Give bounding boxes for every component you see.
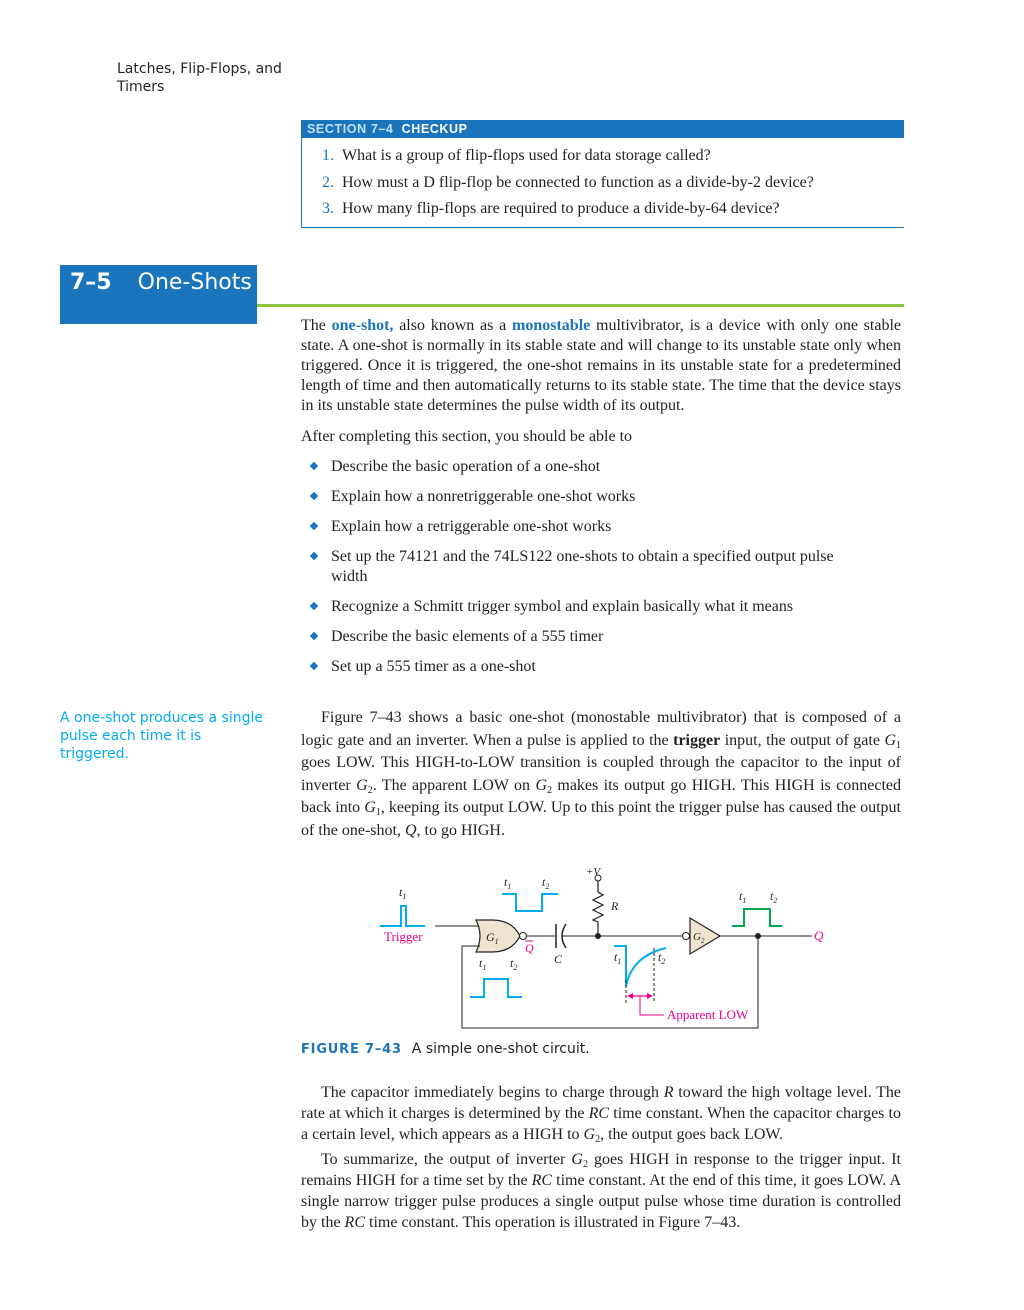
objective-text: Set up the 74121 and the 74LS122 one-shots to obtain a specified output pulse width [331,548,834,585]
symbol-g: G [535,776,547,794]
qbar-t1-label: $t_1$ [504,875,512,891]
subscript: 2 [595,1134,601,1145]
g1-gate [476,920,520,952]
text-run: To summarize, the output of inverter [321,1151,572,1168]
output-t2-label: $t_2$ [770,889,778,905]
text-run: time constant. This operation is illustrated in Figure 7–43. [365,1214,741,1231]
symbol-g: G [356,776,368,794]
trigger-waveform [380,906,425,926]
symbol-rc: RC [344,1214,365,1231]
intro-paragraph [301,316,901,416]
objective-text: Describe the basic elements of a 555 timer [331,628,604,645]
subscript: 2 [547,784,552,796]
section-number: 7–5 [70,270,112,295]
trigger-label: Trigger [384,929,423,944]
paragraph-summary [301,1149,901,1233]
question-text: How must a D flip-flop be connected to function as a divide-by-2 device? [342,173,814,191]
objective-item [301,487,901,507]
objectives-list [301,457,901,687]
charge-t1-label: $t_1$ [614,950,622,966]
text-run: The [301,317,332,334]
arrow-right-icon [647,993,653,999]
resistor-label: R [611,899,619,913]
text-run: , keeping its output LOW. Up to this point the trigger pulse has caused the output of the one-shot, [301,799,902,839]
bullet-diamond-icon [310,632,318,640]
qbar-label: Q [525,941,534,955]
feedback-t1-label: $t_1$ [479,956,487,972]
text-run: goes LOW. This HIGH-to-LOW transition is coupled through the capacitor to the input of inverter [301,754,901,794]
question-text: How many flip-flops are required to produce a divide-by-64 device? [342,200,780,217]
bold-term-trigger: trigger [673,731,721,749]
objective-text: Describe the basic operation of a one-shot [331,458,601,475]
output-t1-label: $t_1$ [739,889,747,905]
keyword-monostable: monostable [512,317,591,334]
subscript: 1 [375,807,381,818]
text-run: . The apparent LOW on [372,776,536,794]
question-text: What is a group of flip-flops used for data storage called? [342,147,711,164]
objective-text: Set up a 555 timer as a one-shot [331,658,536,675]
checkup-question [322,143,904,170]
symbol-r: R [663,1084,674,1101]
text-run: Figure 7–43 shows a basic one-shot (monostable multivibrator) that is composed of a logic gate and an inverter. When a pulse is applied to the [301,709,901,749]
symbol-g: G [571,1151,583,1168]
checkup-title: CHECKUP [401,122,468,136]
checkup-section-label: SECTION 7–4 [307,122,394,136]
objective-text: Explain how a retriggerable one-shot works [331,518,612,535]
objective-item [301,657,901,677]
feedback-t2-label: $t_2$ [510,956,518,972]
feedback-waveform [470,979,522,997]
section-heading [60,265,257,324]
apparent-low-label: Apparent LOW [667,1007,749,1022]
paragraph-figure-intro [301,707,901,842]
bullet-diamond-icon [310,552,318,560]
text-run: time constant. When the capacitor charges to a certain level, which appears as a HIGH to [301,1105,902,1143]
section-rule [257,304,904,307]
objective-text: Recognize a Schmitt trigger symbol and explain basically what it means [331,598,794,615]
bullet-diamond-icon [310,602,318,610]
subscript: 2 [367,784,373,796]
checkup-questions [301,138,904,228]
text-run: multivibrator, is a device with only one stable state. A one-shot is normally in its stable state and will change to its unstable state only when triggered. Once it is triggered, the one-shot remains in its unstable state for a predetermined length of time and then automatically returns to its stable state. The time that the device stays in its unstable state determines the pulse width of its output. [301,317,901,414]
figure-caption-text: A simple one-shot circuit. [411,1041,590,1057]
objective-text: Explain how a nonretriggerable one-shot works [331,488,636,505]
checkup-header [301,120,904,138]
subscript: 2 [582,1159,588,1170]
g1-label: $G_1$ [486,930,499,946]
text-run: , to go HIGH. [416,821,505,839]
question-number: 2. [322,173,334,191]
g1-output-bubble [520,933,527,940]
bullet-diamond-icon [310,462,318,470]
checkup-box [301,120,904,228]
symbol-g: G [884,731,896,749]
circuit-diagram [370,860,840,1035]
resistor [593,881,603,936]
question-number: 3. [322,200,334,217]
figure-one-shot-circuit [370,860,840,1035]
bullet-diamond-icon [310,522,318,530]
text-run: toward the high voltage level. The rate at which it charges is determined by the [301,1084,902,1122]
text-run: time constant. At the end of this time, it goes LOW. A single narrow trigger pulse produces a single output pulse whose time duration is controlled by the [301,1172,901,1231]
apparent-low-leader [640,996,664,1015]
symbol-q: Q [404,821,417,839]
subscript: 1 [896,739,901,751]
g2-label: $G_2$ [693,931,705,945]
symbol-g: G [583,1126,596,1143]
margin-note: A one-shot produces a single pulse each time it is triggered. [60,710,263,762]
paragraph-capacitor [301,1082,901,1145]
objective-item [301,517,901,537]
text-run: goes HIGH in response to the trigger input. It remains HIGH for a time set by the [301,1151,901,1189]
trigger-t1-label: $t_1$ [399,885,407,901]
checkup-question [322,170,904,197]
figure-number: FIGURE 7–43 [301,1042,402,1057]
objectives-intro: After completing this section, you should be able to [301,428,633,445]
text-run: input, the output of gate [720,731,885,749]
qbar-t2-label: $t_2$ [542,875,550,891]
charge-t2-label: $t_2$ [658,950,666,966]
symbol-rc: RC [588,1105,610,1122]
bullet-diamond-icon [310,492,318,500]
symbol-rc: RC [531,1172,553,1189]
running-head: Latches, Flip-Flops, and Timers [117,61,282,95]
keyword-one-shot: one-shot, [331,317,394,334]
checkup-question [322,196,904,223]
objective-item [301,457,901,477]
text-run: also known as a [393,317,513,334]
text-run: The capacitor immediately begins to charge through [321,1084,664,1101]
arrow-left-icon [627,993,633,999]
text-run: makes its output go HIGH. This HIGH is connected back into [301,776,902,816]
section-title: One-Shots [137,270,252,295]
output-q-label: Q [814,928,824,943]
objective-item [301,547,901,587]
figure-caption [301,1040,590,1059]
qbar-waveform [502,894,558,911]
objective-item [301,597,901,617]
capacitor-label: C [554,952,563,966]
symbol-g: G [364,799,376,816]
g2-input-bubble [683,933,690,940]
text-run: , the output goes back LOW. [600,1126,784,1143]
objective-item [301,627,901,647]
output-waveform [732,909,782,926]
vplus-label: +V [586,866,601,878]
bullet-diamond-icon [310,662,318,670]
question-number: 1. [322,147,334,164]
